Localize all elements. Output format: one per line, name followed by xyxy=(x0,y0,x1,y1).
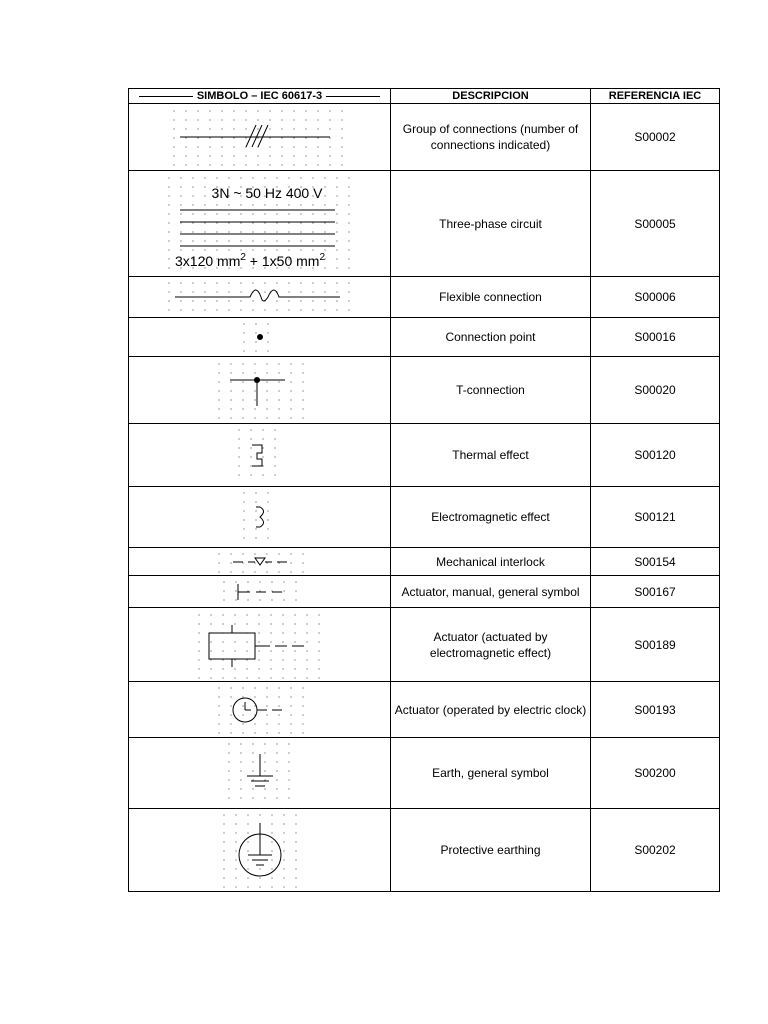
description-cell: Mechanical interlock xyxy=(391,548,591,576)
description-cell: Actuator (actuated by electromagnetic effect) xyxy=(391,608,591,682)
reference-cell: S00121 xyxy=(591,487,720,548)
table-row xyxy=(129,318,720,357)
table-row xyxy=(129,738,720,809)
reference-cell: S00200 xyxy=(591,738,720,809)
symbol-cell xyxy=(129,318,391,357)
group-of-connections-icon xyxy=(170,107,350,167)
protective-earthing-icon xyxy=(220,811,300,889)
description-cell: Protective earthing xyxy=(391,809,591,892)
reference-cell: S00189 xyxy=(591,608,720,682)
drafting-grid-dots xyxy=(228,743,289,798)
symbol-cell xyxy=(129,357,391,424)
table-header-row xyxy=(129,89,720,104)
table-row xyxy=(129,576,720,608)
earth-icon xyxy=(225,740,295,806)
symbol-cell xyxy=(129,548,391,576)
svg-text:3x120 mm2 + 1x50 mm2 xyxy=(175,252,325,269)
symbol-cell xyxy=(129,104,391,171)
three-phase-bottom-label-b: + 1x50 mm xyxy=(245,252,319,269)
three-phase-circuit-icon xyxy=(165,174,355,274)
description-cell: Actuator (operated by electric clock) xyxy=(391,682,591,738)
description-cell: Thermal effect xyxy=(391,424,591,487)
drafting-grid-dots xyxy=(243,323,268,351)
description-cell: Earth, general symbol xyxy=(391,738,591,809)
symbol-cell xyxy=(129,738,391,809)
reference-cell: S00006 xyxy=(591,277,720,318)
symbol-cell xyxy=(129,487,391,548)
table-row xyxy=(129,682,720,738)
reference-cell: S00193 xyxy=(591,682,720,738)
reference-cell: S00016 xyxy=(591,318,720,357)
table-row xyxy=(129,608,720,682)
table-row xyxy=(129,104,720,171)
reference-cell: S00120 xyxy=(591,424,720,487)
table-row xyxy=(129,357,720,424)
header-description: DESCRIPCION xyxy=(391,89,591,104)
flexible-connection-icon xyxy=(165,279,355,315)
three-phase-bottom-label-a: 3x120 mm xyxy=(174,252,240,269)
table-row xyxy=(129,277,720,318)
t-connection-icon xyxy=(215,360,305,420)
drafting-grid-dots xyxy=(223,581,296,600)
table-row xyxy=(129,548,720,576)
symbol-cell xyxy=(129,277,391,318)
table-row xyxy=(129,809,720,892)
mechanical-interlock-icon xyxy=(215,550,305,574)
description-cell: Group of connections (number of connections indicated) xyxy=(391,104,591,171)
actuator-manual-icon xyxy=(220,578,300,606)
reference-cell: S00167 xyxy=(591,576,720,608)
table-row xyxy=(129,487,720,548)
description-cell: T-connection xyxy=(391,357,591,424)
thermal-effect-icon xyxy=(235,426,285,484)
description-cell: Actuator, manual, general symbol xyxy=(391,576,591,608)
table-row xyxy=(129,171,720,277)
description-cell: Electromagnetic effect xyxy=(391,487,591,548)
three-phase-superscript-b: 2 xyxy=(318,251,325,263)
reference-cell: S00202 xyxy=(591,809,720,892)
symbol-cell xyxy=(129,424,391,487)
three-phase-superscript-a: 2 xyxy=(239,251,246,263)
header-symbol: SIMBOLO – IEC 60617-3 xyxy=(129,89,391,104)
drafting-grid-dots xyxy=(243,492,268,538)
reference-cell: S00002 xyxy=(591,104,720,171)
symbol-cell xyxy=(129,809,391,892)
symbol-cell xyxy=(129,608,391,682)
header-reference: REFERENCIA IEC xyxy=(591,89,720,104)
reference-cell: S00005 xyxy=(591,171,720,277)
three-phase-top-label: 3N ~ 50 Hz 400 V xyxy=(211,184,322,201)
table-row xyxy=(129,424,720,487)
actuator-electric-clock-icon xyxy=(215,684,305,736)
description-cell: Connection point xyxy=(391,318,591,357)
symbol-cell xyxy=(129,682,391,738)
symbol-cell xyxy=(129,576,391,608)
drafting-grid-dots xyxy=(173,110,342,165)
connection-point-icon xyxy=(240,320,280,354)
description-cell: Flexible connection xyxy=(391,277,591,318)
reference-cell: S00154 xyxy=(591,548,720,576)
drafting-grid-dots xyxy=(218,363,303,418)
reference-cell: S00020 xyxy=(591,357,720,424)
iec-symbol-table xyxy=(128,88,720,892)
actuator-electromagnetic-icon xyxy=(195,611,325,679)
description-cell: Three-phase circuit xyxy=(391,171,591,277)
symbol-cell xyxy=(129,171,391,277)
electromagnetic-effect-icon xyxy=(240,489,280,545)
